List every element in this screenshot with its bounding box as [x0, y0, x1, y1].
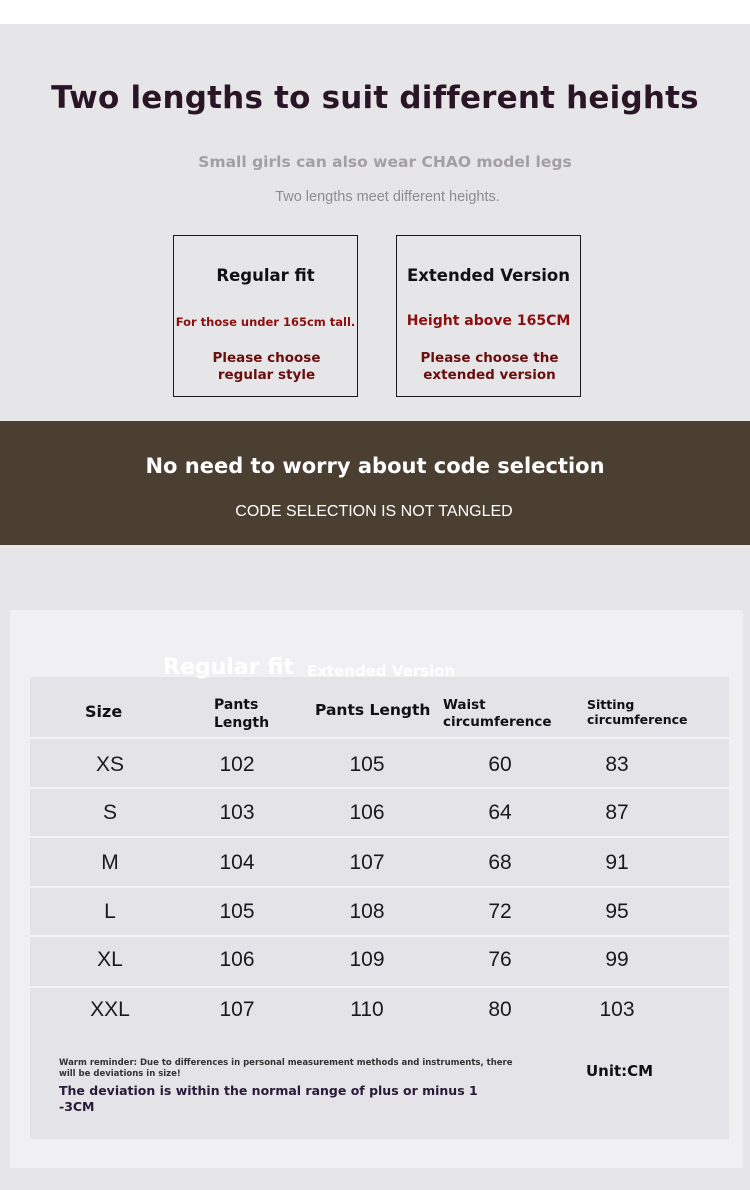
cell-size: XS [95, 753, 124, 776]
header-sitting-line1: Sitting [587, 697, 635, 712]
table-row [30, 739, 729, 789]
cell-size: S [102, 801, 117, 824]
cell-sitting: 83 [605, 753, 629, 776]
cell-regular-length: 104 [219, 851, 255, 874]
page-title: Two lengths to suit different heights [51, 80, 699, 116]
extended-version-title: Extended Version [406, 266, 571, 285]
subtitle: Small girls can also wear CHAO model legs [198, 153, 572, 171]
table-row [30, 888, 729, 937]
table-row [30, 988, 729, 1038]
table-row [30, 838, 729, 888]
regular-fit-note: For those under 165cm tall. [175, 315, 356, 329]
ghost-label-regular-fit: Regular fit [163, 655, 294, 680]
regular-fit-card [173, 235, 358, 397]
cell-sitting: 99 [605, 948, 629, 971]
header-pants-length-extended: Pants Length [315, 701, 431, 719]
cell-extended-length: 106 [349, 801, 385, 824]
cell-waist: 72 [488, 900, 512, 923]
cell-regular-length: 107 [219, 998, 255, 1021]
header-pants-length-regular [214, 696, 269, 732]
header-sitting [587, 697, 688, 727]
extended-version-note: Height above 165CM [406, 313, 571, 329]
cell-size: XXL [90, 998, 130, 1021]
top-strip [0, 0, 750, 24]
regular-fit-advice: Please choose regular style [212, 350, 321, 383]
deviation-note: The deviation is within the normal range of plus or minus 1 -3CM [59, 1083, 478, 1114]
cell-regular-length: 105 [219, 900, 255, 923]
header-pants-length-line2: Length [214, 715, 270, 731]
cell-extended-length: 110 [350, 998, 384, 1021]
cell-extended-length: 107 [349, 851, 385, 874]
header-size: Size [85, 702, 123, 721]
cell-waist: 68 [488, 851, 512, 874]
header-pants-length-line1: Pants [214, 697, 259, 713]
table-header-row [30, 677, 729, 739]
table-row [30, 789, 729, 838]
warm-reminder: Warm reminder: Due to differences in personal measurement methods and instruments, there will be deviations in size! [59, 1058, 513, 1079]
cell-waist: 64 [488, 801, 512, 824]
code-selection-banner [0, 421, 750, 545]
cell-size: L [104, 900, 116, 923]
header-waist [443, 697, 552, 731]
cell-waist: 76 [488, 948, 512, 971]
cell-size: M [101, 851, 119, 874]
ghost-label-extended-version: Extended Version [307, 662, 456, 680]
cell-extended-length: 109 [349, 948, 385, 971]
cell-sitting: 103 [599, 998, 635, 1021]
cell-extended-length: 105 [349, 753, 385, 776]
regular-fit-title: Regular fit [216, 266, 315, 285]
cell-size: XL [97, 948, 123, 971]
unit-label: Unit:CM [586, 1062, 654, 1080]
banner-subtitle: CODE SELECTION IS NOT TANGLED [235, 503, 513, 520]
cell-sitting: 95 [605, 900, 629, 923]
cell-sitting: 87 [605, 801, 629, 824]
cell-waist: 80 [488, 998, 512, 1021]
cell-waist: 60 [488, 753, 512, 776]
cell-extended-length: 108 [349, 900, 385, 923]
header-sitting-line2: circumference [587, 712, 688, 727]
extended-version-advice: Please choose the extended version [420, 350, 559, 383]
header-waist-line1: Waist [443, 697, 486, 713]
extended-version-card [396, 235, 581, 397]
cell-regular-length: 106 [219, 948, 255, 971]
table-row [30, 937, 729, 988]
cell-regular-length: 102 [219, 753, 255, 776]
cell-regular-length: 103 [219, 801, 255, 824]
subtitle-secondary: Two lengths meet different heights. [275, 189, 500, 205]
banner-title: No need to worry about code selection [145, 454, 605, 478]
header-waist-line2: circumference [443, 714, 552, 730]
cell-sitting: 91 [605, 851, 629, 874]
